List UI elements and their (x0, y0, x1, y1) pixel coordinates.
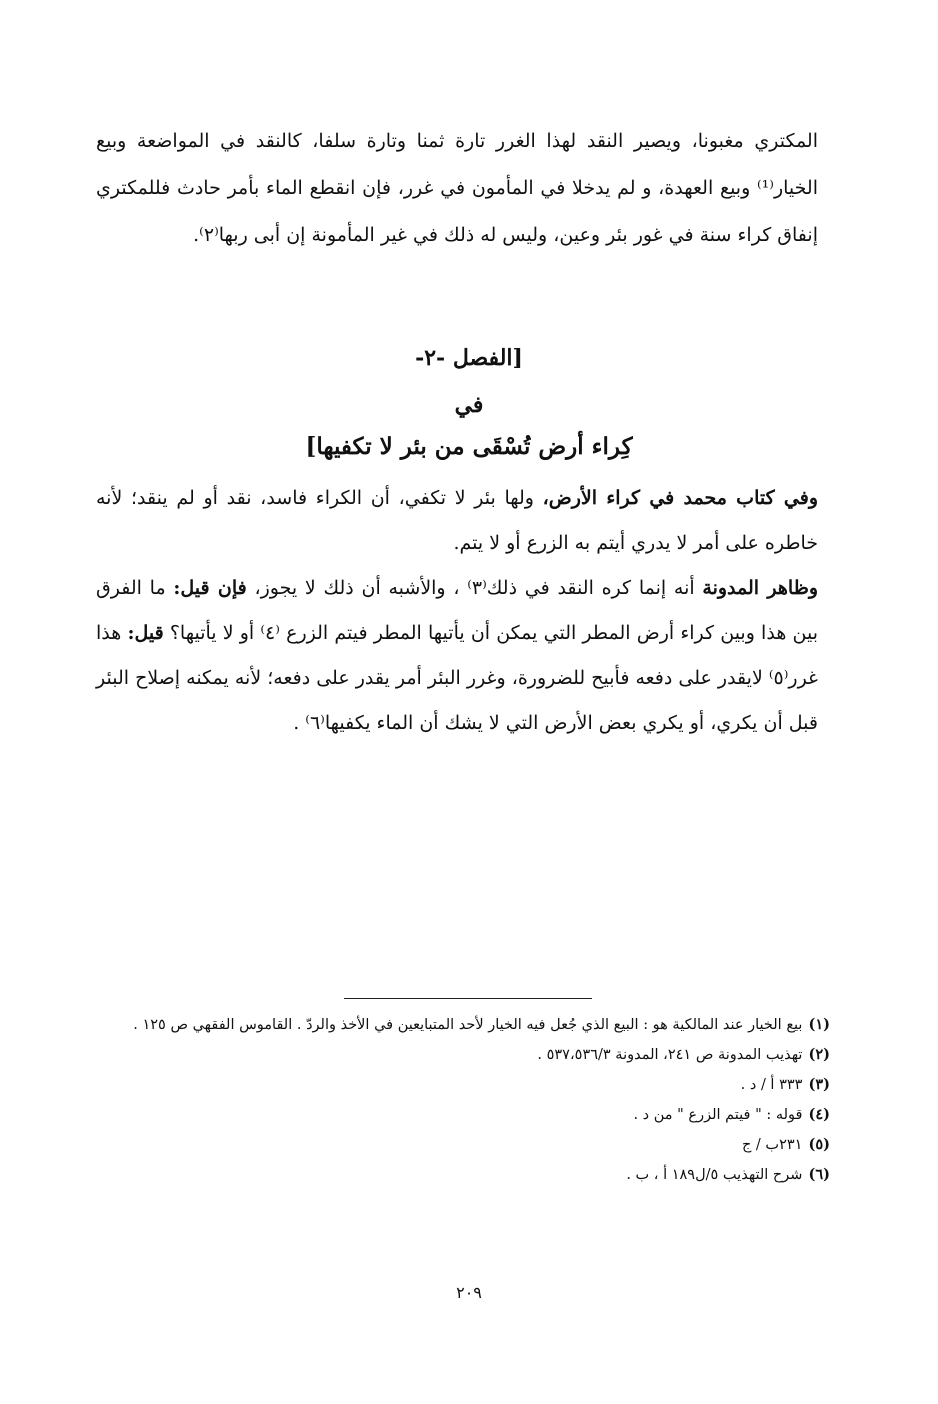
page-number: ٢٠٩ (456, 1283, 482, 1302)
chapter-body (96, 476, 818, 746)
footnote-number: (٢) (808, 1046, 830, 1063)
footnote-item (100, 1100, 830, 1130)
answer-marker: قيل: (127, 622, 164, 644)
chapter-heading-line2: في (454, 392, 484, 418)
footnote-number: (٤) (808, 1106, 830, 1123)
opening-paragraph: المكتري مغبونا، ويصير النقد لهذا الغرر تارة ثمنا وتارة سلفا، كالنقد في المواضعة وبيع الخيار⁽¹⁾ وبيع العهدة، و لم يدخلا في المأمون في غرر، فإن انقطع الماء بأمر حادث فللمكتري إنفاق كراء سنة في غور بئر وعين، وليس له ذلك في غير المأمونة إن أبى ربها⁽٢⁾. (96, 130, 818, 246)
footnote-number: (٥) (808, 1136, 830, 1153)
footnote-item (100, 1040, 830, 1070)
footnotes (100, 1010, 830, 1190)
chapter-heading-title: كِراء أرض تُسْقَى من بئر لا تكفيها] (305, 433, 633, 460)
paragraph-lead: وفي كتاب محمد في كراء الأرض، (542, 487, 819, 509)
footnote-text: ٢٣١ب / ج (741, 1137, 803, 1153)
paragraph-lead: وظاهر المدونة (702, 577, 818, 599)
paragraph-text: أنه إنما كره النقد في ذلك⁽٣⁾ ، والأشبه أن ذلك لا يجوز، (246, 577, 703, 599)
footnote-number: (٣) (808, 1076, 830, 1093)
footnote-number: (٦) (808, 1166, 830, 1183)
body-paragraph-1 (96, 476, 818, 566)
footnote-separator (344, 998, 592, 999)
footnote-text: بيع الخيار عند المالكية هو : البيع الذي جُعل فيه الخيار لأحد المتبايعين في الأخذ والردّ . القاموس الفقهي ص ١٢٥ . (133, 1017, 803, 1033)
footnote-text: قوله : " فيتم الزرع " من د . (633, 1107, 803, 1123)
footnote-text: تهذيب المدونة ص ٢٤١، المدونة ٥٣٧،٥٣٦/٣ . (537, 1047, 803, 1063)
footnote-item (100, 1070, 830, 1100)
footnote-item (100, 1160, 830, 1190)
footnote-number: (١) (808, 1016, 830, 1033)
body-paragraph-2 (96, 566, 818, 746)
chapter-heading-line1: [الفصل -٢- (415, 345, 523, 371)
paragraph-text: هذا غرر⁽٥⁾ لايقدر على دفعه فأبيح للضرورة، وغرر البئر أمر يقدر على دفعه؛ لأنه يمكنه إصلاح البئر قبل أن يكري، أو يكري بعض الأرض التي لا يشك أن الماء يكفيها⁽٦⁾ . (96, 622, 818, 734)
footnote-text: ٣٣٣ أ / د . (740, 1077, 803, 1093)
footnote-item (100, 1010, 830, 1040)
footnote-text: شرح التهذيب ٥/ل١٨٩ أ ، ب . (626, 1167, 803, 1183)
question-marker: فإن قيل: (173, 577, 247, 599)
footnote-item (100, 1130, 830, 1160)
paragraph-text: ما الفرق بين هذا وبين كراء أرض المطر التي يمكن أن يأتيها المطر فيتم الزرع ⁽٤⁾ أو لا يأتيها؟ (96, 577, 818, 644)
paragraph-text: ولها بئر لا تكفي، أن الكراء فاسد، نقد أو لم ينقد؛ لأنه خاطره على أمر لا يدري أيتم به الزرع أو لا يتم. (96, 487, 818, 554)
